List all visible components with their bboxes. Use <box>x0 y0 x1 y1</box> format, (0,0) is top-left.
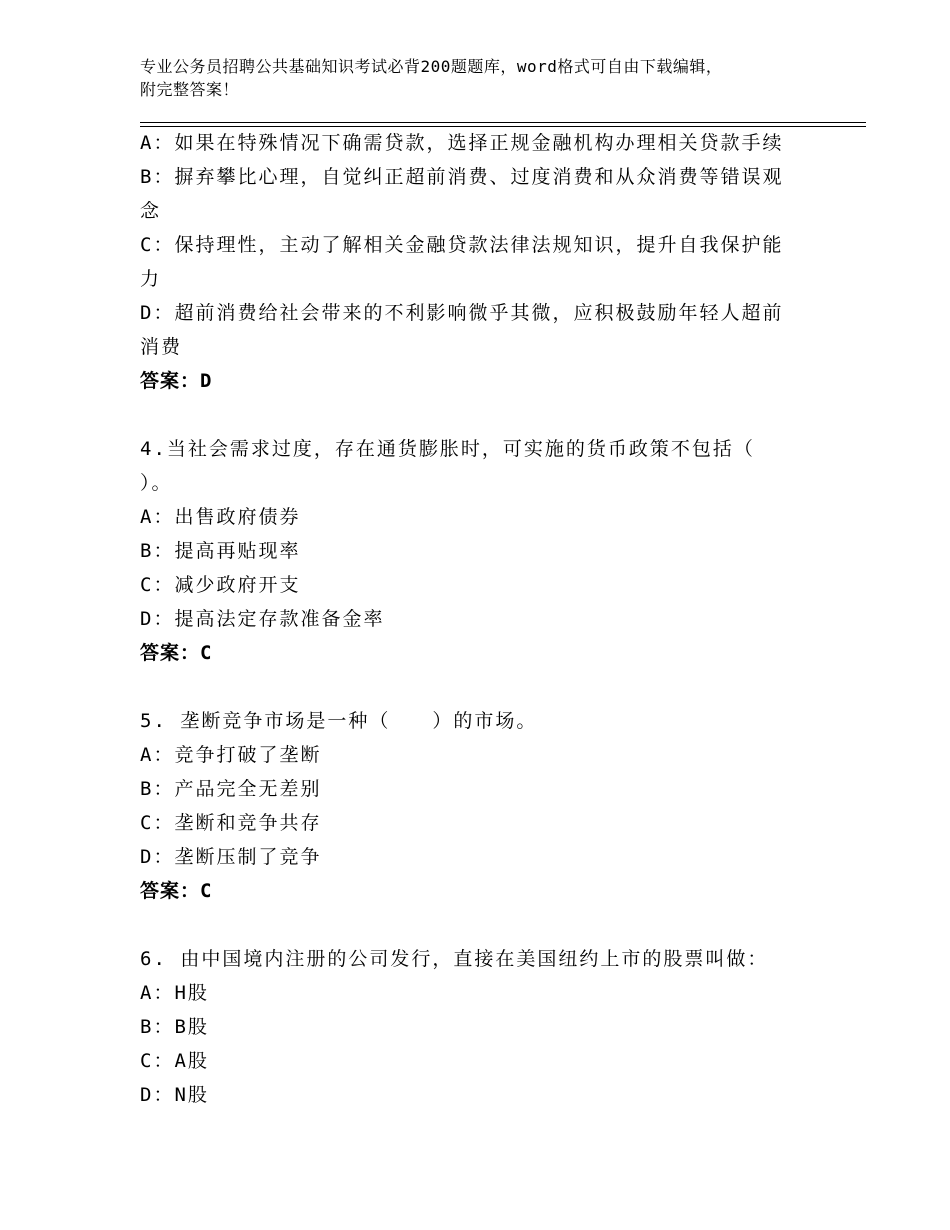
option-a-line-1: A：如果在特殊情况下确需贷款，选择正规金融机构办理相关贷款手续 <box>140 132 784 154</box>
option-c: C：垄断和竞争共存 <box>140 812 322 834</box>
question-5 <box>140 704 840 908</box>
option-a: A：H股 <box>140 982 209 1004</box>
option-d: D：N股 <box>140 1084 209 1106</box>
option-a: A：竞争打破了垄断 <box>140 744 322 766</box>
question-6 <box>140 942 840 1112</box>
question-3 <box>140 126 840 398</box>
option-d: D：提高法定存款准备金率 <box>140 608 385 630</box>
question-stem-line-2: ）。 <box>140 472 173 494</box>
question-stem: 6. 由中国境内注册的公司发行，直接在美国纽约上市的股票叫做： <box>140 948 769 970</box>
answer-text: 答案：C <box>140 880 213 902</box>
option-b-line-1: B：摒弃攀比心理，自觉纠正超前消费、过度消费和从众消费等错误观 <box>140 166 784 188</box>
answer-text: 答案：D <box>140 370 213 392</box>
question-list <box>140 126 840 1112</box>
option-b-line-2: 念 <box>140 200 162 222</box>
option-c-line-2: 力 <box>140 268 162 290</box>
option-d-line-2: 消费 <box>140 336 183 358</box>
option-a: A：出售政府债券 <box>140 506 301 528</box>
option-b: B：产品完全无差别 <box>140 778 322 800</box>
option-c: C：A股 <box>140 1050 209 1072</box>
option-c: C：减少政府开支 <box>140 574 301 596</box>
option-b: B：提高再贴现率 <box>140 540 301 562</box>
option-b: B：B股 <box>140 1016 209 1038</box>
header-rule-top <box>140 122 866 123</box>
question-stem: 5. 垄断竞争市场是一种（ ）的市场。 <box>140 710 538 732</box>
question-stem-line-1: 4.当社会需求过度，存在通货膨胀时，可实施的货币政策不包括（ <box>140 438 755 460</box>
page-header <box>140 55 820 101</box>
answer-text: 答案：C <box>140 642 213 664</box>
option-d-line-1: D：超前消费给社会带来的不利影响微乎其微，应积极鼓励年轻人超前 <box>140 302 784 324</box>
header-line-1: 专业公务员招聘公共基础知识考试必背200题题库，word格式可自由下载编辑， <box>140 57 723 76</box>
header-line-2: 附完整答案！ <box>140 80 240 99</box>
option-c-line-1: C：保持理性，主动了解相关金融贷款法律法规知识，提升自我保护能 <box>140 234 784 256</box>
question-4 <box>140 432 840 670</box>
option-d: D：垄断压制了竞争 <box>140 846 322 868</box>
